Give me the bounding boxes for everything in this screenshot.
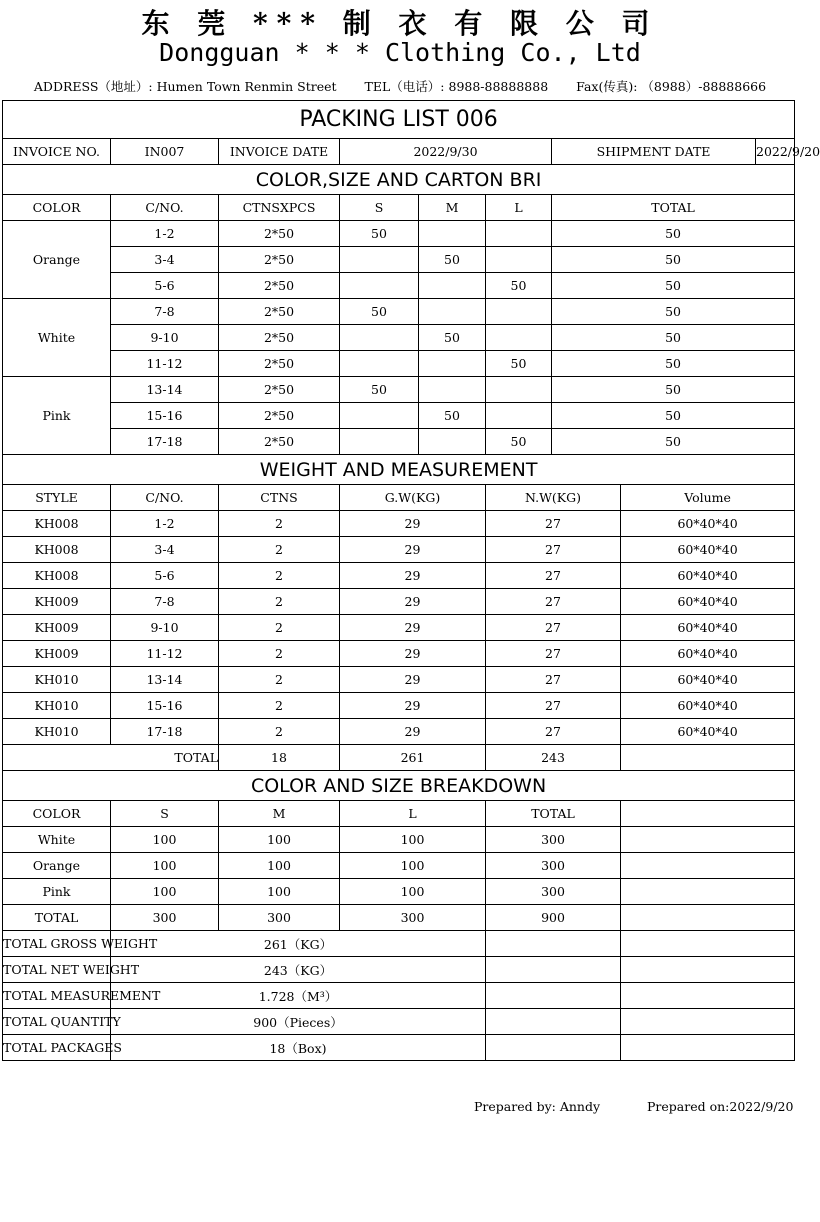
size-m: 300 bbox=[219, 905, 340, 931]
table-row bbox=[3, 563, 795, 589]
summary-value: 261（KG） bbox=[111, 931, 486, 957]
size-l: 50 bbox=[486, 429, 552, 455]
invoice-no-label: INVOICE NO. bbox=[3, 139, 111, 165]
carton-number: 5-6 bbox=[111, 563, 219, 589]
address: ADDRESS（地址）: Humen Town Renmin Street bbox=[33, 79, 337, 94]
cartons: 2 bbox=[219, 693, 340, 719]
summary-label: TOTAL NET WEIGHT bbox=[3, 957, 111, 983]
shipment-date-value: 2022/9/20 bbox=[756, 139, 795, 165]
volume: 60*40*40 bbox=[621, 563, 795, 589]
table-row bbox=[3, 879, 795, 905]
column-header: CTNSXPCS bbox=[219, 195, 340, 221]
row-total: 50 bbox=[552, 273, 795, 299]
color-group-label: Orange bbox=[3, 221, 111, 299]
style: KH008 bbox=[3, 511, 111, 537]
cartons-by-pieces: 2*50 bbox=[219, 325, 340, 351]
color-group-label: Pink bbox=[3, 377, 111, 455]
size-s: 100 bbox=[111, 853, 219, 879]
summary-value: 243（KG） bbox=[111, 957, 486, 983]
empty-cell bbox=[621, 879, 795, 905]
volume: 60*40*40 bbox=[621, 719, 795, 745]
summary-label: TOTAL QUANTITY bbox=[3, 1009, 111, 1035]
cartons: 2 bbox=[219, 537, 340, 563]
gross-weight: 29 bbox=[340, 667, 486, 693]
net-weight: 27 bbox=[486, 563, 621, 589]
table-row bbox=[3, 853, 795, 879]
size-m: 100 bbox=[219, 853, 340, 879]
invoice-no-value: IN007 bbox=[111, 139, 219, 165]
breakdown-header-row bbox=[3, 801, 795, 827]
invoice-row bbox=[3, 139, 795, 165]
style: KH009 bbox=[3, 641, 111, 667]
cartons: 2 bbox=[219, 719, 340, 745]
section-title-row bbox=[3, 455, 795, 485]
net-weight: 27 bbox=[486, 641, 621, 667]
row-total: 50 bbox=[552, 247, 795, 273]
size-l bbox=[486, 403, 552, 429]
table-row bbox=[3, 325, 795, 351]
table-row bbox=[3, 351, 795, 377]
color: Orange bbox=[3, 853, 111, 879]
gross-weight: 29 bbox=[340, 563, 486, 589]
net-weight: 27 bbox=[486, 615, 621, 641]
row-total: 50 bbox=[552, 351, 795, 377]
carton-number: 1-2 bbox=[111, 221, 219, 247]
empty-cell bbox=[486, 931, 621, 957]
column-header: N.W(KG) bbox=[486, 485, 621, 511]
column-header: L bbox=[486, 195, 552, 221]
carton-number: 17-18 bbox=[111, 719, 219, 745]
size-m bbox=[419, 299, 486, 325]
carton-number: 1-2 bbox=[111, 511, 219, 537]
carton-number: 7-8 bbox=[111, 299, 219, 325]
fax: Fax(传真): （8988）-88888666 bbox=[576, 79, 767, 94]
empty-cell bbox=[621, 801, 795, 827]
table-row bbox=[3, 403, 795, 429]
section-title-row bbox=[3, 771, 795, 801]
carton-number: 3-4 bbox=[111, 537, 219, 563]
empty-cell bbox=[621, 853, 795, 879]
row-total: 50 bbox=[552, 299, 795, 325]
color: White bbox=[3, 827, 111, 853]
summary-row bbox=[3, 957, 795, 983]
gross-weight: 29 bbox=[340, 589, 486, 615]
net-weight: 27 bbox=[486, 667, 621, 693]
invoice-date-value: 2022/9/30 bbox=[340, 139, 552, 165]
size-m bbox=[419, 273, 486, 299]
volume: 60*40*40 bbox=[621, 537, 795, 563]
packing-list-table bbox=[2, 100, 820, 1061]
total-net-weight: 243 bbox=[486, 745, 621, 771]
row-total: 50 bbox=[552, 429, 795, 455]
carton-number: 9-10 bbox=[111, 615, 219, 641]
carton-section-title: COLOR,SIZE AND CARTON BRI bbox=[3, 165, 795, 195]
weight-header-row bbox=[3, 485, 795, 511]
row-total: 300 bbox=[486, 827, 621, 853]
size-s bbox=[340, 403, 419, 429]
telephone: TEL（电话）: 8988-88888888 bbox=[364, 79, 549, 94]
summary-row bbox=[3, 931, 795, 957]
table-row bbox=[3, 827, 795, 853]
cartons: 2 bbox=[219, 563, 340, 589]
cartons: 2 bbox=[219, 589, 340, 615]
style: KH008 bbox=[3, 563, 111, 589]
size-m bbox=[419, 377, 486, 403]
column-header: S bbox=[111, 801, 219, 827]
net-weight: 27 bbox=[486, 719, 621, 745]
size-l: 100 bbox=[340, 853, 486, 879]
size-s bbox=[340, 247, 419, 273]
carton-number: 13-14 bbox=[111, 667, 219, 693]
prepared-by: Prepared by: Anndy bbox=[474, 1099, 601, 1114]
row-total: 300 bbox=[486, 853, 621, 879]
column-header: C/NO. bbox=[111, 485, 219, 511]
column-header: COLOR bbox=[3, 195, 111, 221]
cartons: 2 bbox=[219, 641, 340, 667]
size-m: 100 bbox=[219, 879, 340, 905]
column-header: TOTAL bbox=[486, 801, 621, 827]
invoice-date-label: INVOICE DATE bbox=[219, 139, 340, 165]
cartons-by-pieces: 2*50 bbox=[219, 247, 340, 273]
style: KH010 bbox=[3, 693, 111, 719]
size-m: 100 bbox=[219, 827, 340, 853]
table-row bbox=[3, 537, 795, 563]
net-weight: 27 bbox=[486, 537, 621, 563]
color: Pink bbox=[3, 879, 111, 905]
row-total: 50 bbox=[552, 325, 795, 351]
cartons-by-pieces: 2*50 bbox=[219, 429, 340, 455]
size-m: 50 bbox=[419, 403, 486, 429]
size-l: 100 bbox=[340, 879, 486, 905]
table-row bbox=[3, 221, 795, 247]
table-row bbox=[3, 429, 795, 455]
cartons-by-pieces: 2*50 bbox=[219, 377, 340, 403]
document-title: PACKING LIST 006 bbox=[3, 101, 795, 139]
carton-number: 15-16 bbox=[111, 403, 219, 429]
row-total: 50 bbox=[552, 377, 795, 403]
carton-number: 17-18 bbox=[111, 429, 219, 455]
size-l bbox=[486, 299, 552, 325]
table-row bbox=[3, 589, 795, 615]
total-gross-weight: 261 bbox=[340, 745, 486, 771]
volume: 60*40*40 bbox=[621, 511, 795, 537]
shipment-date-label: SHIPMENT DATE bbox=[552, 139, 756, 165]
empty-cell bbox=[486, 1009, 621, 1035]
gross-weight: 29 bbox=[340, 511, 486, 537]
empty-cell bbox=[621, 905, 795, 931]
total-cartons: 18 bbox=[219, 745, 340, 771]
volume: 60*40*40 bbox=[621, 641, 795, 667]
total-label: TOTAL bbox=[3, 745, 219, 771]
size-m: 50 bbox=[419, 247, 486, 273]
weight-rows bbox=[3, 511, 795, 1061]
volume: 60*40*40 bbox=[621, 693, 795, 719]
carton-number: 3-4 bbox=[111, 247, 219, 273]
section-title-row bbox=[3, 165, 795, 195]
carton-number: 11-12 bbox=[111, 641, 219, 667]
color-group-label: White bbox=[3, 299, 111, 377]
cartons-by-pieces: 2*50 bbox=[219, 299, 340, 325]
size-s: 50 bbox=[340, 377, 419, 403]
style: KH009 bbox=[3, 615, 111, 641]
empty-cell bbox=[621, 1009, 795, 1035]
table-row bbox=[3, 511, 795, 537]
column-header: STYLE bbox=[3, 485, 111, 511]
cartons: 2 bbox=[219, 615, 340, 641]
summary-value: 1.728（M³） bbox=[111, 983, 486, 1009]
column-header: TOTAL bbox=[552, 195, 795, 221]
style: KH008 bbox=[3, 537, 111, 563]
size-l: 300 bbox=[340, 905, 486, 931]
size-s: 300 bbox=[111, 905, 219, 931]
size-s bbox=[340, 351, 419, 377]
table-row bbox=[3, 719, 795, 745]
column-header: COLOR bbox=[3, 801, 111, 827]
size-m bbox=[419, 351, 486, 377]
row-total: 900 bbox=[486, 905, 621, 931]
size-m bbox=[419, 221, 486, 247]
net-weight: 27 bbox=[486, 693, 621, 719]
size-s: 50 bbox=[340, 299, 419, 325]
carton-number: 5-6 bbox=[111, 273, 219, 299]
net-weight: 27 bbox=[486, 511, 621, 537]
summary-row bbox=[3, 983, 795, 1009]
summary-label: TOTAL GROSS WEIGHT bbox=[3, 931, 111, 957]
table-row bbox=[3, 377, 795, 403]
empty-cell bbox=[621, 957, 795, 983]
column-header: Volume bbox=[621, 485, 795, 511]
size-s bbox=[340, 273, 419, 299]
gross-weight: 29 bbox=[340, 693, 486, 719]
table-row bbox=[3, 905, 795, 931]
cartons-by-pieces: 2*50 bbox=[219, 351, 340, 377]
column-header: CTNS bbox=[219, 485, 340, 511]
row-total: 300 bbox=[486, 879, 621, 905]
column-header: L bbox=[340, 801, 486, 827]
summary-row bbox=[3, 1035, 795, 1061]
table-row bbox=[3, 641, 795, 667]
gross-weight: 29 bbox=[340, 615, 486, 641]
empty-cell bbox=[621, 983, 795, 1009]
size-s: 100 bbox=[111, 827, 219, 853]
size-l bbox=[486, 325, 552, 351]
carton-number: 15-16 bbox=[111, 693, 219, 719]
size-m bbox=[419, 429, 486, 455]
gross-weight: 29 bbox=[340, 641, 486, 667]
size-l bbox=[486, 247, 552, 273]
prepared-on: Prepared on:2022/9/20 bbox=[647, 1099, 794, 1114]
row-total: 50 bbox=[552, 403, 795, 429]
size-l: 50 bbox=[486, 351, 552, 377]
volume: 60*40*40 bbox=[621, 667, 795, 693]
summary-label: TOTAL MEASUREMENT bbox=[3, 983, 111, 1009]
size-s: 100 bbox=[111, 879, 219, 905]
empty-cell bbox=[486, 983, 621, 1009]
cartons: 2 bbox=[219, 667, 340, 693]
size-s bbox=[340, 429, 419, 455]
contact-line bbox=[0, 77, 800, 95]
net-weight: 27 bbox=[486, 589, 621, 615]
size-l: 50 bbox=[486, 273, 552, 299]
volume: 60*40*40 bbox=[621, 615, 795, 641]
empty-cell bbox=[621, 827, 795, 853]
table-row bbox=[3, 247, 795, 273]
gross-weight: 29 bbox=[340, 537, 486, 563]
empty-cell bbox=[621, 1035, 795, 1061]
carton-number: 7-8 bbox=[111, 589, 219, 615]
table-row bbox=[3, 299, 795, 325]
cartons-by-pieces: 2*50 bbox=[219, 221, 340, 247]
table-row bbox=[3, 667, 795, 693]
company-name-english: Dongguan * * * Clothing Co., Ltd bbox=[159, 38, 641, 67]
style: KH010 bbox=[3, 719, 111, 745]
weight-section-title: WEIGHT AND MEASUREMENT bbox=[3, 455, 795, 485]
table-row bbox=[3, 615, 795, 641]
carton-number: 11-12 bbox=[111, 351, 219, 377]
empty-cell bbox=[486, 957, 621, 983]
table-row bbox=[3, 273, 795, 299]
summary-value: 18（Box) bbox=[111, 1035, 486, 1061]
column-header: M bbox=[419, 195, 486, 221]
column-header: G.W(KG) bbox=[340, 485, 486, 511]
style: KH010 bbox=[3, 667, 111, 693]
table-row bbox=[3, 693, 795, 719]
size-l bbox=[486, 221, 552, 247]
size-s: 50 bbox=[340, 221, 419, 247]
breakdown-section-title: COLOR AND SIZE BREAKDOWN bbox=[3, 771, 795, 801]
summary-row bbox=[3, 1009, 795, 1035]
summary-label: TOTAL PACKAGES bbox=[3, 1035, 111, 1061]
volume: 60*40*40 bbox=[621, 589, 795, 615]
empty-cell bbox=[621, 931, 795, 957]
document-title-row bbox=[3, 101, 795, 139]
summary-value: 900（Pieces） bbox=[111, 1009, 486, 1035]
cartons-by-pieces: 2*50 bbox=[219, 403, 340, 429]
carton-number: 9-10 bbox=[111, 325, 219, 351]
color: TOTAL bbox=[3, 905, 111, 931]
cartons-by-pieces: 2*50 bbox=[219, 273, 340, 299]
column-header: M bbox=[219, 801, 340, 827]
carton-number: 13-14 bbox=[111, 377, 219, 403]
weight-total-row bbox=[3, 745, 795, 771]
size-m: 50 bbox=[419, 325, 486, 351]
gross-weight: 29 bbox=[340, 719, 486, 745]
total-volume-empty bbox=[621, 745, 795, 771]
size-l: 100 bbox=[340, 827, 486, 853]
style: KH009 bbox=[3, 589, 111, 615]
column-header: S bbox=[340, 195, 419, 221]
empty-cell bbox=[486, 1035, 621, 1061]
company-name-chinese: 东 莞 *** 制 衣 有 限 公 司 bbox=[141, 7, 659, 40]
cartons: 2 bbox=[219, 511, 340, 537]
size-l bbox=[486, 377, 552, 403]
size-s bbox=[340, 325, 419, 351]
column-header: C/NO. bbox=[111, 195, 219, 221]
carton-header-row bbox=[3, 195, 795, 221]
row-total: 50 bbox=[552, 221, 795, 247]
